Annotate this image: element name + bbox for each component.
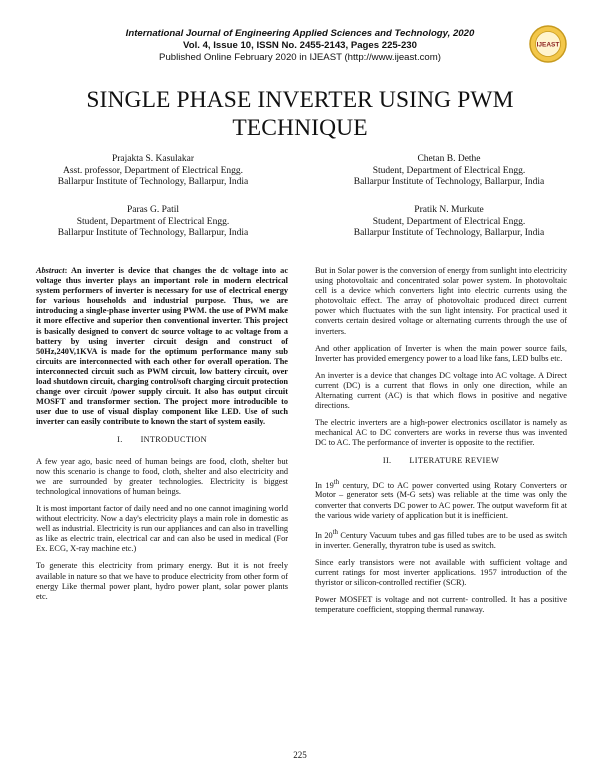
paragraph: An inverter is a device that changes DC voltage into AC voltage. A Direct current (DC) is a current that flows in only one direction, while an Alternating current (AC) is that which flows in positive and negative directions. [315,370,567,411]
author-name: Prajakta S. Kasulakar [111,154,195,164]
section-heading-introduction [36,435,288,445]
paper-title-line-2: TECHNIQUE [232,115,368,141]
paragraph: In 19th century, DC to AC power converted using Rotary Converters or Motor – generator sets (M-G sets) was reliable at the time was only the converter that converts DC power to AC power. The output waveform fit at the various wide variety of application but it is inefficient. [315,478,567,520]
author-affiliation: Ballarpur Institute of Technology, Ballarpur, India [353,228,545,238]
author-block-4 [320,205,578,240]
author-affiliation: Ballarpur Institute of Technology, Ballarpur, India [57,177,249,187]
abstract-text: : An inverter is device that changes the dc voltage into ac voltage thus inverter plays an important role in modern electrical system performers of inverter is necessary for use of electrical energy for various households and industrial purpose. Thus, we are introducing a single-phase inverter using PWM. the use of PWM make it more effective and superior then conventional inverter. This project is basically designed to convert dc source voltage to ac voltage from a battery by using inverter circuit design and construct of 50Hz,240V,1KVA is made for the optimum performance many sub circuits are interconnected with each other for overall operation. The interconnected circuit such as PWM circuit, low battery circuit, over load shutdown circuit, charging control/soft charging circuit protection change over circuit /power supply circuit. It also has output circuit MOSFT and transformer section. The project more introducible to user due to use of visual display component like LED. Use of such inverter can easily contribute to known the start of system easily. [36,266,288,427]
author-name: Pratik N. Murkute [414,205,484,215]
section-number: II. [382,455,392,465]
abstract-label: Abstract [36,266,65,275]
author-affiliation: Ballarpur Institute of Technology, Ballarpur, India [57,228,249,238]
page-number: 225 [293,750,307,760]
author-role: Student, Department of Electrical Engg. [372,165,526,176]
paper-title [40,86,560,142]
logo-text: IJEAST [536,41,560,49]
author-role: Student, Department of Electrical Engg. [76,216,230,227]
paragraph: It is most important factor of daily need and no one cannot imagining world without electricity. Now a day's electricity plays a main role in domestic as well as industrial. Electricity is run our appliances and can also in travelling as like as electric train, electrical car and can also be used in medical (For Ex. ECG, X-ray machine etc.) [36,503,288,554]
journal-volume-line: Vol. 4, Issue 10, ISSN No. 2455-2143, Pages 225-230 [183,40,417,51]
author-block-3 [28,205,278,240]
journal-logo [528,24,568,64]
paragraph: In 20th Century Vacuum tubes and gas filled tubes are to be used as switch in inverter. Generally, thyratron tube is used as switch. [315,528,567,550]
author-name: Chetan B. Dethe [417,154,481,164]
author-affiliation: Ballarpur Institute of Technology, Ballarpur, India [353,177,545,187]
section-number: I. [117,434,123,444]
section-title: INTRODUCTION [140,434,207,444]
journal-title: International Journal of Engineering Applied Sciences and Technology, 2020 [125,28,475,39]
paragraph: A few year ago, basic need of human beings are food, cloth, shelter but now this scenario is change to food, cloth, shelter and also electricity and we are surrounded by greater technologies. Electricity is biggest technological innovations of human beings. [36,456,288,496]
author-role: Asst. professor, Department of Electrical Engg. [62,165,244,176]
paragraph: Power MOSFET is voltage and not current- controlled. It has a positive temperature coefficient, stopping thermal runaway. [315,594,567,615]
author-block-2 [320,154,578,189]
paragraph: But in Solar power is the conversion of energy from sunlight into electricity using photovoltaic and concentrated solar power system. In photovoltaic cell is a device which converters light into electric currents using the photovoltaic effect. The array of photovoltaic produced direct current power which fluctuates with the sun light intensity. For practical used it converts certain desired voltage or alternating currents through the use of inverters. [315,266,567,336]
right-column [315,266,567,622]
paper-title-line-1: SINGLE PHASE INVERTER USING PWM [86,87,514,113]
abstract [36,266,288,428]
paragraph: The electric inverters are a high-power electronics oscillator is namely as mechanical AC to DC converters are works in reverse thus was invented DC to AC. The performance of inverter is opposite to the rectifier. [315,418,567,448]
paragraph: To generate this electricity from primary energy. But it is not freely available in nature so that we have to produce electricity from other form of energy Like thermal power plant, hydro power plant, solar power plants etc. [36,561,288,601]
section-heading-literature-review [315,456,567,466]
author-role: Student, Department of Electrical Engg. [372,216,526,227]
paragraph: And other application of Inverter is when the main power source fails, Inverter has provided emergency power to a load like fans, LED bulbs etc. [315,343,567,363]
author-name: Paras G. Patil [127,205,179,215]
author-block-1 [28,154,278,189]
journal-published-line: Published Online February 2020 in IJEAST (http://www.ijeast.com) [159,52,441,63]
paragraph: Since early transistors were not available with sufficient voltage and current ratings for most inverter applications. 1957 introduction of the thyristor or silicon-controlled rectifier (SCR). [315,557,567,587]
section-title: LITERATURE REVIEW [409,455,500,465]
journal-header [0,28,600,64]
left-column [36,266,288,609]
